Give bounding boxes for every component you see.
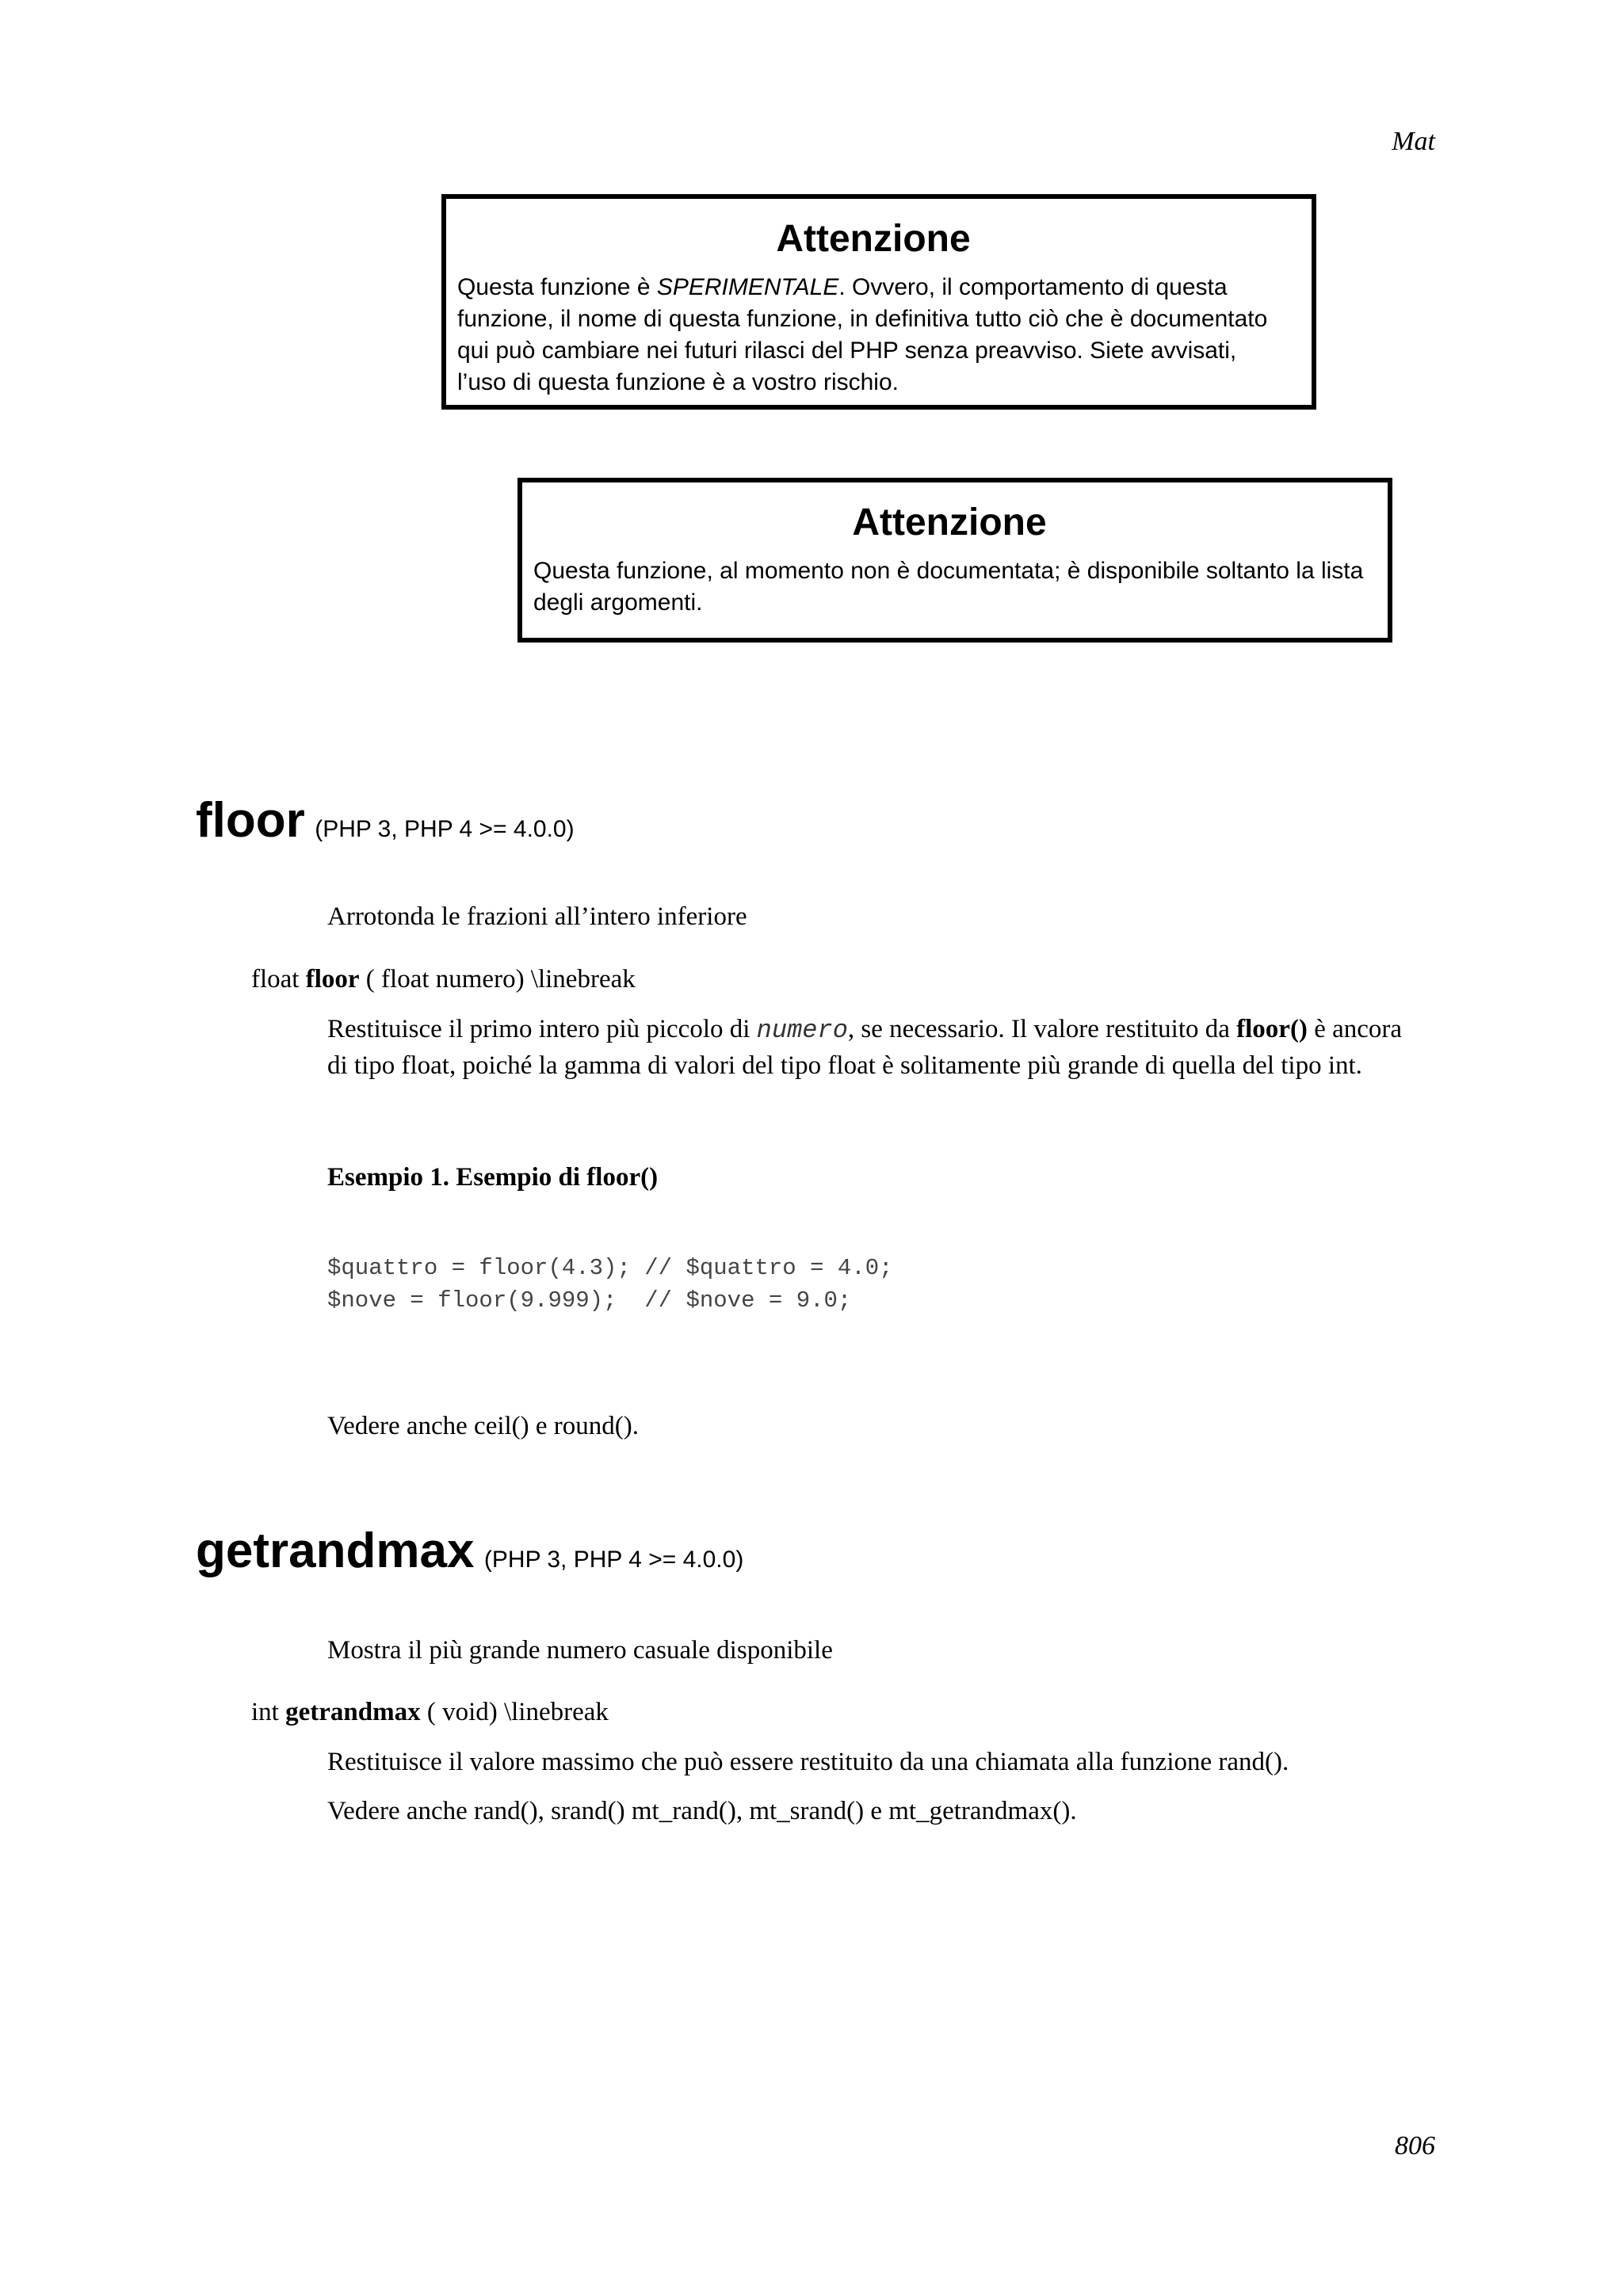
signature-function-name: getrandmax	[285, 1698, 421, 1726]
signature-args: ( void) \linebreak	[426, 1698, 609, 1726]
description-text: , se necessario. Il valore restituito da	[847, 1015, 1237, 1043]
function-version: (PHP 3, PHP 4 >= 4.0.0)	[483, 1547, 744, 1573]
floor-description	[327, 1012, 1405, 1083]
floor-heading	[196, 792, 575, 849]
experimental-warning-box	[441, 194, 1316, 410]
page-number: 806	[1395, 2131, 1435, 2161]
getrandmax-purpose: Mostra il più grande numero casuale disponibile	[327, 1636, 833, 1665]
function-version: (PHP 3, PHP 4 >= 4.0.0)	[315, 816, 575, 842]
parameter-name: numero	[756, 1016, 848, 1045]
getrandmax-signature	[251, 1695, 609, 1730]
example-title: Esempio 1. Esempio di floor()	[327, 1163, 659, 1192]
code-example	[327, 1252, 893, 1317]
floor-purpose: Arrotonda le frazioni all’intero inferiore	[327, 902, 747, 931]
return-type: int	[251, 1698, 279, 1726]
warning-emphasis: SPERIMENTALE	[656, 274, 839, 300]
getrandmax-see-also: Vedere anche rand(), srand() mt_rand(), mt_srand() e mt_getrandmax().	[327, 1797, 1077, 1825]
function-name: floor	[196, 793, 305, 848]
warning-text-part: . Ovvero, il comportamento di questa funzione, il nome di questa funzione, in definitiva tutto ciò che è documentato qui può cambiare nei futuri rilasci del PHP senza preavviso. Siete avvisati, l’uso di questa funzione è a vostro rischio.	[457, 274, 1268, 395]
getrandmax-description: Restituisce il valore massimo che può essere restituito da una chiamata alla funzione rand().	[327, 1748, 1289, 1776]
description-text: Restituisce il primo intero più piccolo di	[327, 1015, 757, 1043]
signature-args: ( float numero) \linebreak	[365, 965, 636, 994]
warning-text: Questa funzione, al momento non è documentata; è disponibile soltanto la lista degli argomenti.	[533, 558, 1364, 616]
running-header: Mat	[1392, 127, 1435, 156]
return-type: float	[251, 965, 300, 994]
function-reference: floor()	[1236, 1015, 1308, 1043]
signature-function-name: floor	[305, 965, 360, 994]
warning-title: Attenzione	[852, 502, 1047, 543]
description-text: è ancora di tipo float, poiché la gamma di valori del tipo float è solitamente più grande di quella del tipo int.	[327, 1015, 1403, 1080]
warning-text-part: Questa funzione è	[457, 274, 657, 300]
code-line: $quattro = floor(4.3); // $quattro = 4.0;	[327, 1255, 893, 1281]
undocumented-warning-box	[517, 478, 1392, 643]
code-line: $nove = floor(9.999); // $nove = 9.0;	[327, 1287, 852, 1314]
warning-title: Attenzione	[776, 218, 971, 260]
function-name: getrandmax	[196, 1524, 475, 1578]
floor-signature	[251, 962, 636, 997]
floor-see-also: Vedere anche ceil() e round().	[327, 1412, 640, 1440]
warning-text	[457, 272, 1289, 399]
getrandmax-heading	[196, 1523, 743, 1579]
